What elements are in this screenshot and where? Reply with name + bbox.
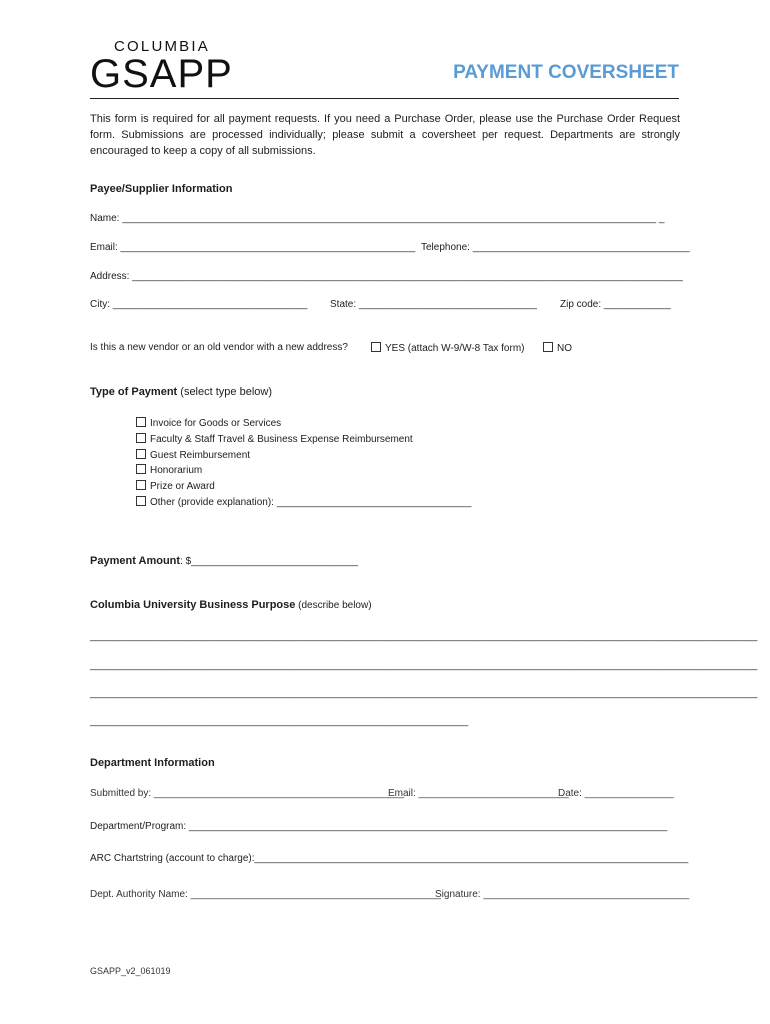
payment-type-heading-label: Type of Payment — [90, 386, 178, 398]
date-field[interactable]: Date: ________________ — [558, 788, 674, 799]
business-purpose-line[interactable]: ________________________________________________________________________________________________________________________ — [90, 688, 758, 699]
payee-telephone-field[interactable]: Telephone: _______________________________________ — [421, 242, 690, 253]
option-checkbox[interactable] — [136, 496, 146, 506]
payment-type-option[interactable] — [136, 464, 202, 476]
payment-type-option[interactable] — [136, 449, 250, 461]
business-purpose-line[interactable]: ________________________________________________________________________________________________________________________ — [90, 660, 758, 671]
option-checkbox[interactable] — [136, 417, 146, 427]
logo-gsapp-text: GSAPP — [90, 52, 233, 96]
business-purpose-line[interactable]: ____________________________________________________________________ — [90, 716, 469, 727]
option-label: Honorarium — [150, 465, 203, 476]
no-checkbox[interactable] — [543, 342, 553, 352]
business-purpose-line[interactable]: ________________________________________________________________________________________________________________________ — [90, 631, 758, 642]
yes-checkbox[interactable] — [371, 342, 381, 352]
logo-columbia-text: COLUMBIA — [114, 38, 210, 55]
signature-field[interactable]: Signature: _____________________________________ — [435, 889, 690, 900]
payment-amount-line[interactable]: : $______________________________ — [180, 556, 359, 567]
department-email-field[interactable]: Email: ___________________________ — [388, 788, 569, 799]
payee-state-field[interactable]: State: ________________________________ — [330, 299, 537, 310]
payee-name-field[interactable]: Name: ________________________________________________________________________________________________ _ — [90, 213, 665, 224]
department-program-field[interactable]: Department/Program: ______________________________________________________________________________________ — [90, 821, 668, 832]
arc-chartstring-field[interactable]: ARC Chartstring (account to charge):______________________________________________________________________________ — [90, 853, 689, 864]
title-divider — [90, 98, 679, 99]
vendor-question: Is this a new vendor or an old vendor with a new address? — [90, 342, 348, 353]
department-section-heading: Department Information — [90, 757, 215, 769]
option-label: Other (provide explanation): ___________________________________ — [150, 497, 472, 508]
option-checkbox[interactable] — [136, 464, 146, 474]
payment-type-heading — [90, 386, 272, 398]
option-checkbox[interactable] — [136, 480, 146, 490]
payment-type-option[interactable] — [136, 496, 471, 508]
option-label: Prize or Award — [150, 481, 215, 492]
option-label: Faculty & Staff Travel & Business Expense Reimbursement — [150, 434, 413, 445]
payee-section-heading: Payee/Supplier Information — [90, 183, 233, 195]
submitted-by-field[interactable]: Submitted by: _____________________________________________ — [90, 788, 405, 799]
business-purpose-note: (describe below) — [295, 600, 372, 611]
option-label: Invoice for Goods or Services — [150, 418, 282, 429]
payment-type-option[interactable] — [136, 417, 281, 429]
payee-zip-field[interactable]: Zip code: ____________ — [560, 299, 671, 310]
vendor-no-option[interactable] — [543, 342, 572, 354]
vendor-yes-option[interactable] — [371, 342, 524, 354]
business-purpose-heading — [90, 599, 372, 611]
payment-type-option[interactable] — [136, 433, 413, 445]
business-purpose-heading-label: Columbia University Business Purpose — [90, 599, 296, 611]
payment-type-option[interactable] — [136, 480, 215, 492]
payment-amount-field[interactable] — [90, 555, 358, 567]
yes-label: YES (attach W-9/W-8 Tax form) — [385, 343, 525, 354]
option-label: Guest Reimbursement — [150, 450, 251, 461]
no-label: NO — [557, 343, 572, 354]
form-version-footer: GSAPP_v2_061019 — [90, 966, 171, 976]
page-title: PAYMENT COVERSHEET — [453, 62, 679, 83]
payee-city-field[interactable]: City: ___________________________________ — [90, 299, 308, 310]
option-checkbox[interactable] — [136, 449, 146, 459]
intro-paragraph: This form is required for all payment requests. If you need a Purchase Order, please use the Purchase Order Request form. Submissions are processed individually; please submit a coversheet per request. Departments are strongly encouraged to keep a copy of all submissions. — [90, 113, 680, 157]
dept-authority-name-field[interactable]: Dept. Authority Name: _____________________________________________ — [90, 889, 441, 900]
payment-amount-label: Payment Amount — [90, 555, 181, 567]
option-checkbox[interactable] — [136, 433, 146, 443]
payee-address-field[interactable]: Address: ___________________________________________________________________________________________________ — [90, 271, 683, 282]
payment-type-note: (select type below) — [177, 386, 272, 398]
payee-email-field[interactable]: Email: _____________________________________________________ — [90, 242, 416, 253]
